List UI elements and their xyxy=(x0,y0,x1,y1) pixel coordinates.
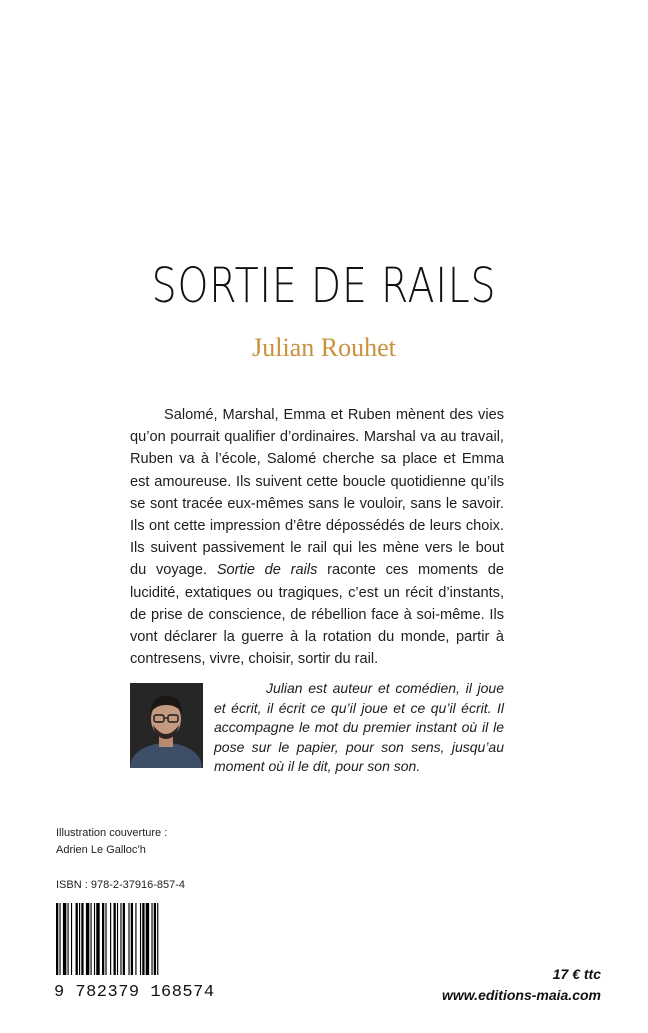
barcode-bar xyxy=(128,903,129,975)
barcode-bar xyxy=(105,903,106,975)
barcode xyxy=(56,903,196,975)
blurb-text-part1: Salomé, Marshal, Emma et Ruben mènent des vies qu’on pourrait qualifier d’ordinaires. Marshal va au travail, Ruben va à l’école, Salomé cherche sa place et Emma est amoureuse. Ils suivent cette boucle quotidienne qu’ils se sont tracée eux-mêmes sans le vouloir, sans le savoir. Ils ont cette impression d’être dépossédés de leurs choix. Ils suivent passivement le rail qui les mène vers le bout du voyage. xyxy=(130,407,504,579)
price: 17 € ttc xyxy=(552,966,601,982)
barcode-bar xyxy=(76,903,78,975)
barcode-bar xyxy=(117,903,118,975)
author-photo xyxy=(130,683,203,768)
barcode-bar xyxy=(146,903,149,975)
barcode-bar xyxy=(81,903,83,975)
barcode-bar xyxy=(157,903,158,975)
barcode-bar xyxy=(120,903,121,975)
barcode-bar xyxy=(94,903,95,975)
barcode-digits: 9 782379 168574 xyxy=(54,983,215,1002)
barcode-bar xyxy=(102,903,104,975)
barcode-bar xyxy=(114,903,116,975)
barcode-bar xyxy=(91,903,92,975)
barcode-bar xyxy=(59,903,60,975)
barcode-bar xyxy=(142,903,144,975)
barcode-bar xyxy=(131,903,133,975)
cover-credit xyxy=(56,825,167,859)
book-blurb xyxy=(130,404,504,670)
book-title: SORTIE DE RAILS xyxy=(151,258,497,314)
barcode-bar xyxy=(71,903,72,975)
barcode-bar xyxy=(140,903,141,975)
blurb-title-italic: Sortie de rails xyxy=(216,562,318,579)
barcode-bar xyxy=(110,903,111,975)
barcode-bar xyxy=(68,903,69,975)
author-name: Julian Rouhet xyxy=(252,333,396,362)
barcode-bar xyxy=(56,903,58,975)
credit-name: Adrien Le Galloc’h xyxy=(56,844,146,856)
credit-label: Illustration couverture : xyxy=(56,827,168,839)
barcode-bar xyxy=(86,903,89,975)
barcode-bar xyxy=(135,903,136,975)
publisher-website: www.editions-maia.com xyxy=(442,987,601,1003)
barcode-bar xyxy=(96,903,99,975)
author-bio: Julian est auteur et comédien, il joue et écrit, il écrit ce qu’il joue et ce qu’il écrit. Il accompagne le mot du premier instant où il le pose sur le papier, pour son sens, jusqu’au moment où il le dit, pour son son. xyxy=(214,680,504,775)
barcode-bar xyxy=(154,903,156,975)
barcode-bar xyxy=(151,903,152,975)
isbn-label: ISBN : 978-2-37916-857-4 xyxy=(56,879,186,891)
blurb-text-part2: raconte ces moments de lucidité, extatiques ou tragiques, c’est un récit d’instants, de prise de conscience, de rébellion face à soi-même. Ils vont déclarer la guerre à la rotation du monde, partir à contresens, vivre, choisir, sortir du rail. xyxy=(130,562,504,668)
barcode-bar xyxy=(63,903,66,975)
barcode-bar xyxy=(79,903,80,975)
barcode-bar xyxy=(123,903,125,975)
